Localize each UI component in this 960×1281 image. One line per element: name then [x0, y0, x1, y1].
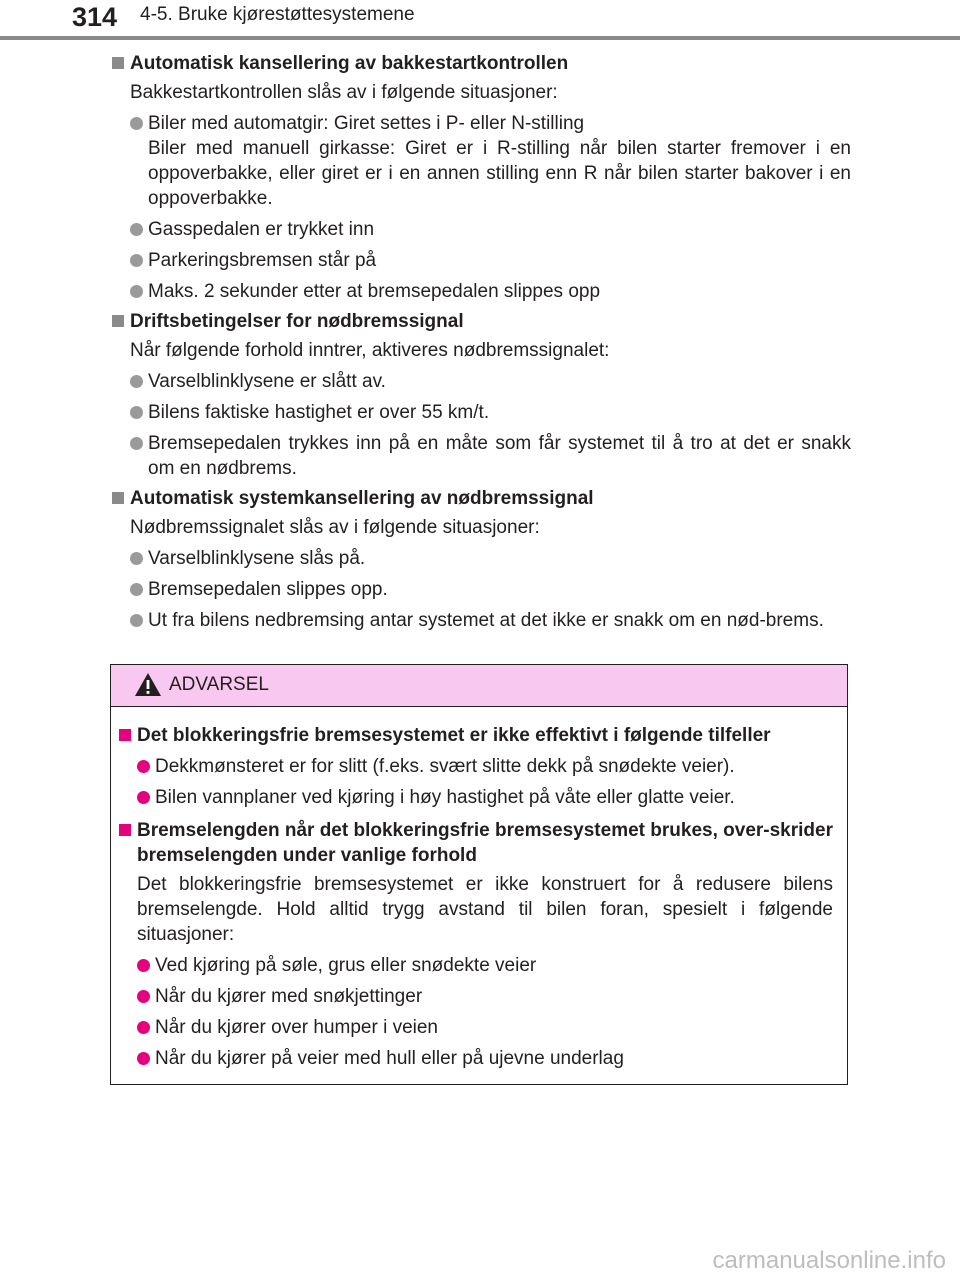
list-item: Gasspedalen er trykket inn	[110, 217, 851, 242]
circle-bullet-icon	[137, 791, 150, 804]
header-rule	[0, 36, 960, 40]
chapter-title: 4-5. Bruke kjørestøttesystemene	[140, 4, 415, 25]
warning-box	[110, 664, 848, 1085]
list-item: Ved kjøring på søle, grus eller snødekte veier	[117, 953, 833, 978]
list-item: Maks. 2 sekunder etter at bremsepedalen slippes opp	[110, 279, 851, 304]
warning-block-heading: Bremselengden når det blokkeringsfrie bremsesystemet brukes, over-skrider bremselengden under vanlige forhold	[117, 818, 833, 868]
list-item: Parkeringsbremsen står på	[110, 248, 851, 273]
page-number: 314	[72, 2, 118, 32]
section-heading: Driftsbetingelser for nødbremssignal	[110, 309, 851, 334]
circle-bullet-icon	[130, 285, 143, 298]
square-bullet-icon	[112, 315, 124, 327]
circle-bullet-icon	[130, 223, 143, 236]
circle-bullet-icon	[130, 583, 143, 596]
list-item: Ut fra bilens nedbremsing antar systemet at det ikke er snakk om en nød-brems.	[110, 608, 851, 633]
circle-bullet-icon	[130, 117, 143, 130]
list-item: Bremsepedalen slippes opp.	[110, 577, 851, 602]
square-bullet-icon	[112, 492, 124, 504]
section-heading: Automatisk systemkansellering av nødbremssignal	[110, 486, 851, 511]
circle-bullet-icon	[130, 254, 143, 267]
list-item: Bilen vannplaner ved kjøring i høy hastighet på våte eller glatte veier.	[117, 785, 833, 810]
circle-bullet-icon	[130, 552, 143, 565]
watermark: carmanualsonline.info	[712, 1247, 946, 1274]
list-item: Varselblinklysene slås på.	[110, 546, 851, 571]
warning-header	[111, 665, 847, 707]
list-item: Varselblinklysene er slått av.	[110, 369, 851, 394]
list-item: Når du kjører med snøkjettinger	[117, 984, 833, 1009]
circle-bullet-icon	[130, 437, 143, 450]
circle-bullet-icon	[137, 990, 150, 1003]
section-emergency-signal-cancel	[110, 486, 851, 633]
list-item: Når du kjører på veier med hull eller på ujevne underlag	[117, 1046, 833, 1071]
list-item: Dekkmønsteret er for slitt (f.eks. svært slitte dekk på snødekte veier).	[117, 754, 833, 779]
circle-bullet-icon	[137, 1052, 150, 1065]
warning-body	[111, 707, 847, 1071]
section-heading: Automatisk kansellering av bakkestartkontrollen	[110, 51, 851, 76]
list-item: Bremsepedalen trykkes inn på en måte som får systemet til å tro at det er snakk om en nødbrems.	[110, 431, 851, 481]
section-emergency-signal-conditions	[110, 309, 851, 481]
warning-triangle-icon	[134, 672, 162, 697]
circle-bullet-icon	[137, 959, 150, 972]
section-hill-start	[110, 51, 851, 304]
list-item: Bilens faktiske hastighet er over 55 km/t.	[110, 400, 851, 425]
warning-block-intro: Det blokkeringsfrie bremsesystemet er ikke konstruert for å redusere bilens bremselengde. Hold alltid trygg avstand til bilen foran, spesielt i følgende situasjoner:	[137, 874, 833, 945]
list-item: Når du kjører over humper i veien	[117, 1015, 833, 1040]
section-intro: Nødbremssignalet slås av i følgende situasjoner:	[130, 517, 540, 538]
square-bullet-icon	[112, 57, 124, 69]
square-bullet-icon	[119, 729, 131, 741]
circle-bullet-icon	[130, 375, 143, 388]
circle-bullet-icon	[130, 614, 143, 627]
content	[110, 46, 851, 633]
warning-title: ADVARSEL	[169, 674, 269, 695]
section-intro: Når følgende forhold inntrer, aktiveres nødbremssignalet:	[130, 340, 610, 361]
section-intro: Bakkestartkontrollen slås av i følgende situasjoner:	[130, 82, 558, 103]
circle-bullet-icon	[130, 406, 143, 419]
circle-bullet-icon	[137, 1021, 150, 1034]
circle-bullet-icon	[137, 760, 150, 773]
warning-block-heading: Det blokkeringsfrie bremsesystemet er ikke effektivt i følgende tilfeller	[117, 723, 833, 748]
list-item: Biler med automatgir: Giret settes i P- eller N-stilling Biler med manuell girkasse: Giret er i R-stilling når bilen starter fremover i en oppoverbakke, eller giret er i en annen stilling enn R når bilen starter bakover i en oppoverbakke.	[110, 111, 851, 211]
square-bullet-icon	[119, 824, 131, 836]
